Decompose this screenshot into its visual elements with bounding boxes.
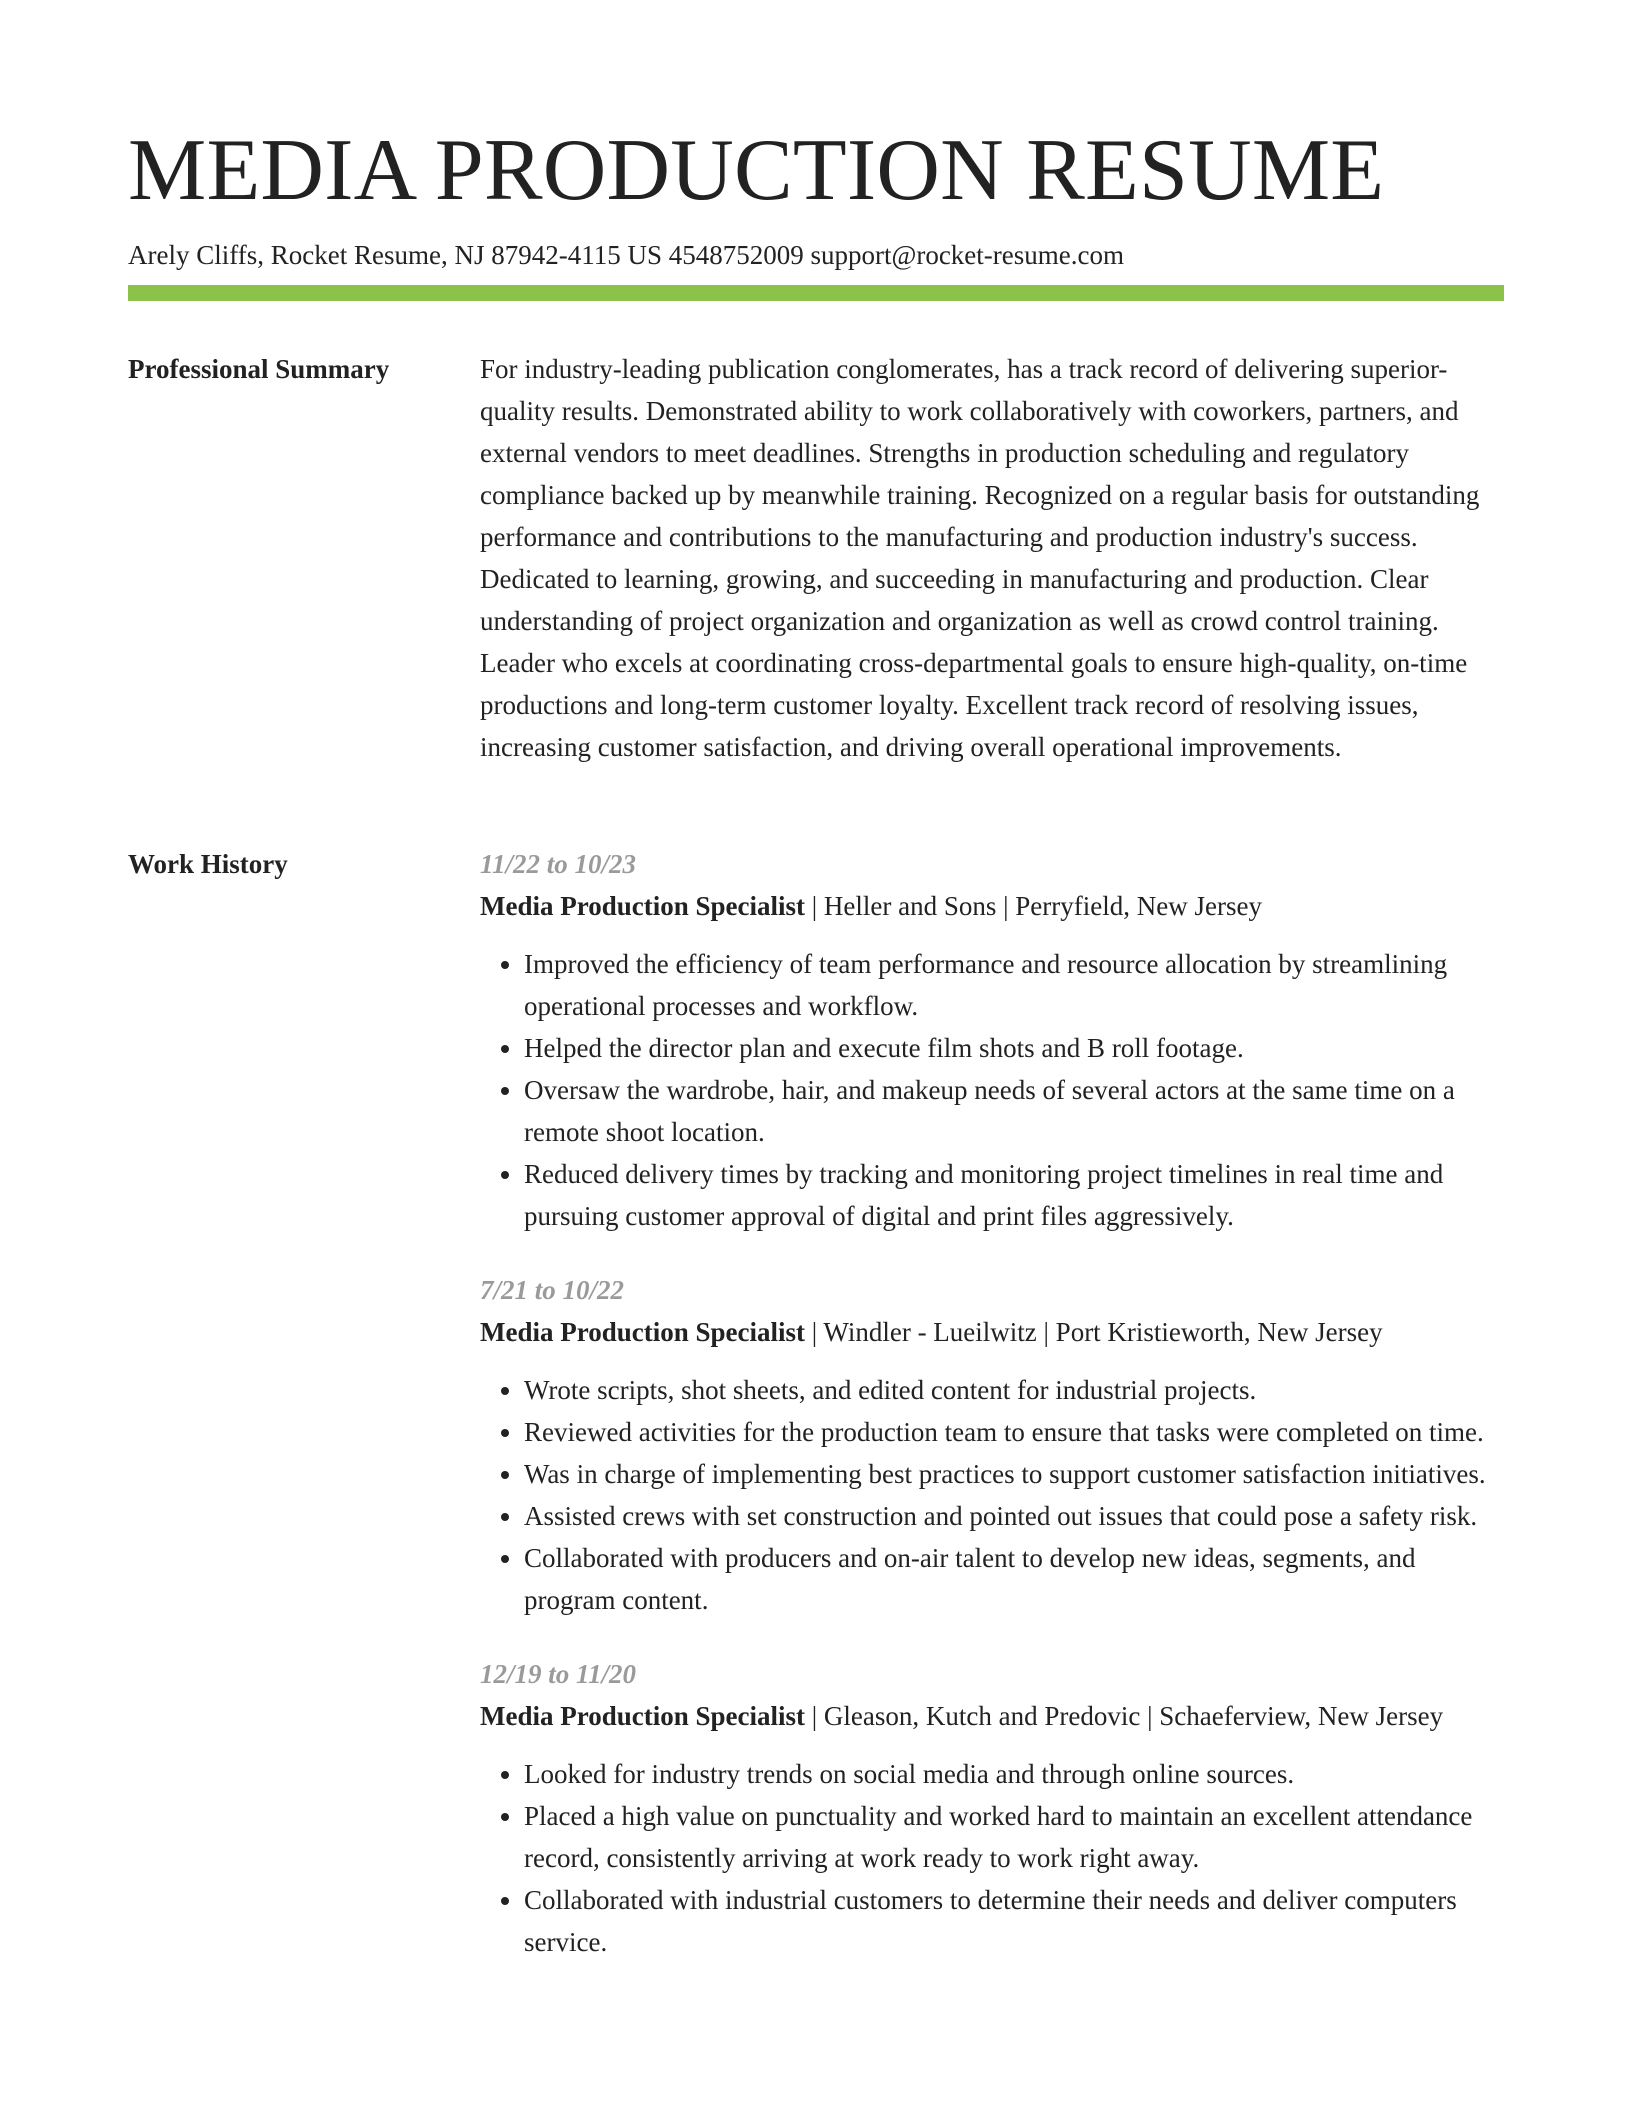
summary-text: For industry-leading publication conglomerates, has a track record of delivering superior-quality results. Demonstrated ability to work collaboratively with coworkers, partners, and external vendors to meet deadlines. Strengths in production scheduling and regulatory compliance backed up by meanwhile training. Recognized on a regular basis for outstanding performance and contributions to the manufacturing and production industry's success. Dedicated to learning, growing, and succeeding in manufacturing and production. Clear understanding of project organization and organization as well as crowd control training. Leader who excels at coordinating cross-departmental goals to ensure high-quality, on-time productions and long-term customer loyalty. Excellent track record of resolving issues, increasing customer satisfaction, and driving overall operational improvements. bbox=[480, 354, 1480, 762]
job-bullet-list bbox=[480, 1753, 1504, 1963]
resume-title: MEDIA PRODUCTION RESUME bbox=[128, 122, 1385, 219]
job-bullet: • Collaborated with industrial customers to determine their needs and deliver computers service. bbox=[524, 1879, 1504, 1963]
job-bullet: • Improved the efficiency of team performance and resource allocation by streamlining operational processes and workflow. bbox=[524, 943, 1504, 1027]
job-bullet: • Placed a high value on punctuality and worked hard to maintain an excellent attendance record, consistently arriving at work ready to work right away. bbox=[524, 1795, 1504, 1879]
contact-line: Arely Cliffs, Rocket Resume, NJ 87942-4115 US 4548752009 support@rocket-resume.com bbox=[128, 240, 1124, 270]
job-bullet: • Collaborated with producers and on-air talent to develop new ideas, segments, and program content. bbox=[524, 1537, 1504, 1621]
job-entry bbox=[480, 1269, 1504, 1621]
job-bullet: • Reviewed activities for the production team to ensure that tasks were completed on time. bbox=[524, 1411, 1504, 1453]
job-heading bbox=[480, 885, 1504, 927]
job-title: Media Production Specialist bbox=[480, 1317, 806, 1347]
job-details: | Gleason, Kutch and Predovic | Schaeferview, New Jersey bbox=[805, 1701, 1444, 1731]
job-bullet: • Assisted crews with set construction and pointed out issues that could pose a safety risk. bbox=[524, 1495, 1504, 1537]
resume-header bbox=[128, 118, 1504, 272]
job-title: Media Production Specialist bbox=[480, 1701, 806, 1731]
work-history-body bbox=[480, 843, 1504, 1995]
summary-body bbox=[480, 348, 1504, 768]
job-bullet: • Oversaw the wardrobe, hair, and makeup needs of several actors at the same time on a remote shoot location. bbox=[524, 1069, 1504, 1153]
job-bullet: • Was in charge of implementing best practices to support customer satisfaction initiatives. bbox=[524, 1453, 1504, 1495]
job-bullet: • Reduced delivery times by tracking and monitoring project timelines in real time and pursuing customer approval of digital and print files aggressively. bbox=[524, 1153, 1504, 1237]
job-bullet: • Looked for industry trends on social media and through online sources. bbox=[524, 1753, 1504, 1795]
job-bullet: • Wrote scripts, shot sheets, and edited content for industrial projects. bbox=[524, 1369, 1504, 1411]
job-heading bbox=[480, 1695, 1504, 1737]
job-heading bbox=[480, 1311, 1504, 1353]
job-details: | Heller and Sons | Perryfield, New Jersey bbox=[805, 891, 1262, 921]
job-entry bbox=[480, 843, 1504, 1237]
job-dates: 12/19 to 11/20 bbox=[480, 1659, 637, 1689]
job-bullet-list bbox=[480, 943, 1504, 1237]
section-label-work-history: Work History bbox=[128, 849, 288, 879]
section-label-professional-summary: Professional Summary bbox=[128, 354, 390, 384]
job-details: | Windler - Lueilwitz | Port Kristieworth, New Jersey bbox=[805, 1317, 1383, 1347]
job-bullet: • Helped the director plan and execute film shots and B roll footage. bbox=[524, 1027, 1504, 1069]
job-entry bbox=[480, 1653, 1504, 1963]
job-title: Media Production Specialist bbox=[480, 891, 806, 921]
job-dates: 11/22 to 10/23 bbox=[480, 849, 637, 879]
job-dates: 7/21 to 10/22 bbox=[480, 1275, 625, 1305]
job-bullet-list bbox=[480, 1369, 1504, 1621]
header-divider bbox=[128, 285, 1504, 301]
